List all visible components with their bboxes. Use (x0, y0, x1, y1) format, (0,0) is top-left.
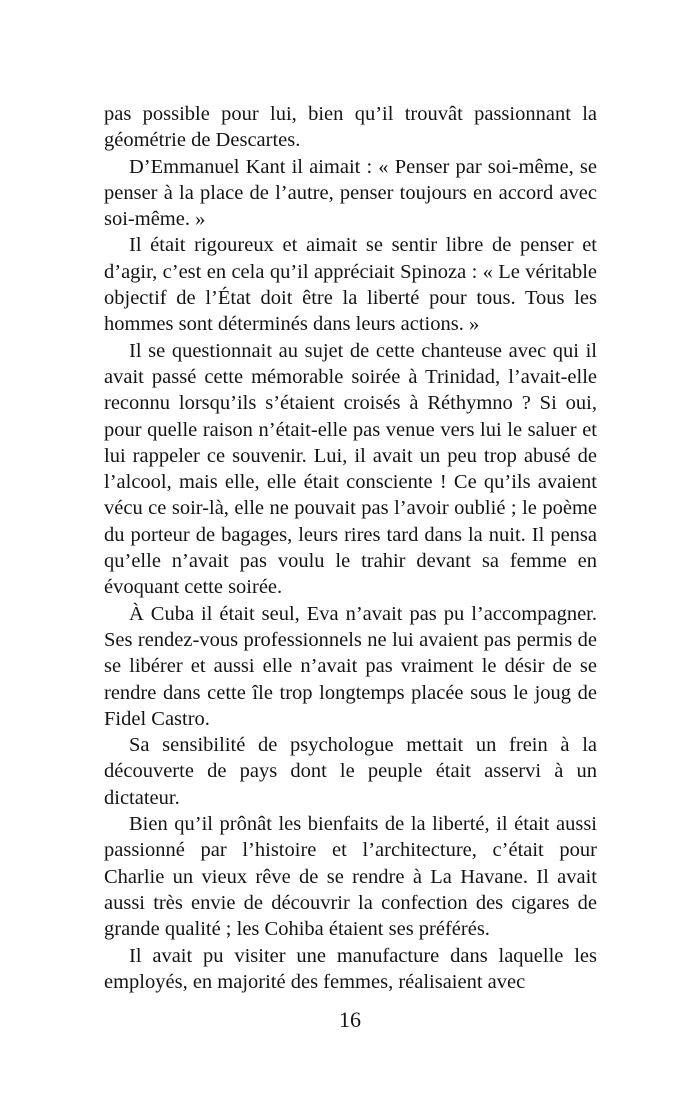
paragraph-manufacture: Il avait pu visiter une manufacture dans laquelle les employés, en majorité des femmes, réalisaient avec (104, 944, 597, 993)
page-number: 16 (339, 1007, 361, 1032)
body-text (104, 101, 597, 995)
paragraph-chanteuse: Il se questionnait au sujet de cette chanteuse avec qui il avait passé cette mémorable soirée à Trinidad, l’avait-elle reconnu lorsqu’ils s’étaient croisés à Réthymno ? Si oui, pour quelle raison n’était-elle pas venue vers lui le saluer et lui rappeler ce souvenir. Lui, il avait un peu trop abusé de l’alcool, mais elle, elle était consciente ! Ce qu’ils avaient vécu ce soir-là, elle ne pouvait pas l’avoir oublié ; le poème du porteur de bagages, leurs rires tard dans la nuit. Il pensa qu’elle n’avait pas voulu le trahir devant sa femme en évoquant cette soirée. (104, 339, 597, 599)
paragraph-havane: Bien qu’il prônât les bienfaits de la liberté, il était aussi passionné par l’histoire et l’architecture, c’était pour Charlie un vieux rêve de se rendre à La Havane. Il avait aussi très envie de découvrir la confection des cigares de grande qualité ; les Cohiba étaient ses préférés. (104, 813, 597, 941)
paragraph-continued: pas possible pour lui, bien qu’il trouvât passionnant la géométrie de Descartes. (104, 103, 597, 152)
paragraph-spinoza: Il était rigoureux et aimait se sentir libre de penser et d’agir, c’est en cela qu’il appréciait Spinoza : « Le véritable objectif de l’État doit être la liberté pour tous. Tous les hommes sont déterminés dans leurs actions. » (104, 234, 597, 336)
paragraph-kant: D’Emmanuel Kant il aimait : « Penser par soi-même, se penser à la place de l’autre, penser toujours en accord avec soi-même. » (104, 155, 597, 231)
paragraph-cuba: À Cuba il était seul, Eva n’avait pas pu l’accompagner. Ses rendez-vous professionnels ne lui avaient pas permis de se libérer et aussi elle n’avait pas vraiment le désir de se rendre dans cette île trop longtemps placée sous le joug de Fidel Castro. (104, 602, 597, 730)
paragraph-psychologue: Sa sensibilité de psychologue mettait un frein à la découverte de pays dont le peuple était asservi à un dictateur. (104, 734, 597, 809)
